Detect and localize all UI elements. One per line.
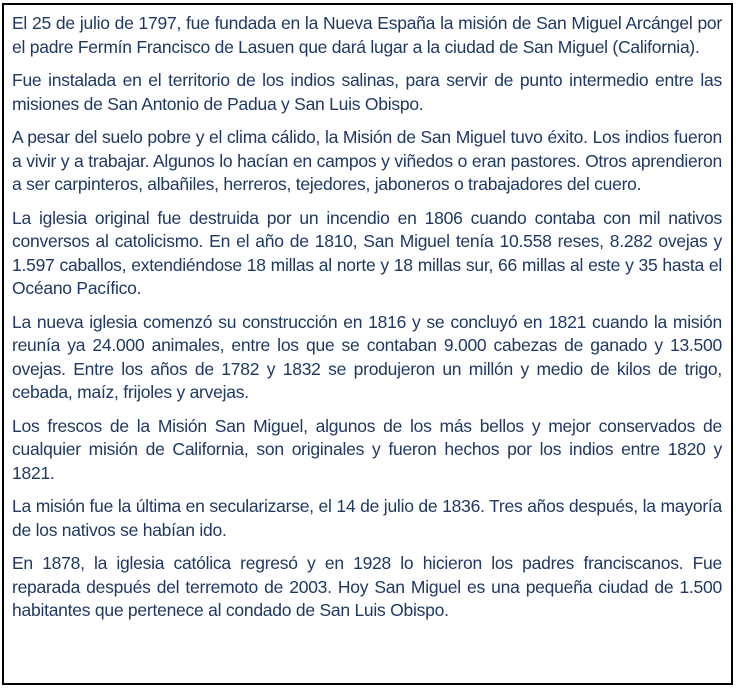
- paragraph-return: En 1878, la iglesia católica regresó y en 1928 lo hicieron los padres franciscanos. Fue reparada después del terremoto de 2003. Hoy San Miguel es una pequeña ciudad de 1.500 habitantes que pertenece al condado de San Luis Obispo.: [12, 553, 722, 620]
- paragraph-new-church: La nueva iglesia comenzó su construcción en 1816 y se concluyó en 1821 cuando la misión reunía ya 24.000 animales, entre los que se contaban 9.000 cabezas de ganado y 13.500 ovejas. Entre los años de 1782 y 1832 se produjeron un millón y medio de kilos de trigo, cebada, maíz, frijoles y arvejas.: [12, 311, 722, 402]
- document-text-box: [2, 3, 733, 685]
- paragraph-success: A pesar del suelo pobre y el clima cálido, la Misión de San Miguel tuvo éxito. Los indios fueron a vivir y a trabajar. Algunos lo hacían en campos y viñedos o eran pastores. Otros aprendieron a ser carpinteros, albañiles, herreros, tejedores, jaboneros o trabajadores del cuero.: [12, 127, 722, 194]
- paragraph-frescoes: Los frescos de la Misión San Miguel, algunos de los más bellos y mejor conservados de cualquier misión de California, son originales y fueron hechos por los indios entre 1820 y 1821.: [12, 415, 722, 483]
- paragraph-founding: El 25 de julio de 1797, fue fundada en la Nueva España la misión de San Miguel Arcángel por el padre Fermín Francisco de Lasuen que dará lugar a la ciudad de San Miguel (California).: [12, 13, 722, 57]
- paragraph-territory: Fue instalada en el territorio de los indios salinas, para servir de punto intermedio entre las misiones de San Antonio de Padua y San Luis Obispo.: [12, 70, 722, 114]
- paragraph-fire-1806: La iglesia original fue destruida por un incendio en 1806 cuando contaba con mil nativos conversos al catolicismo. En el año de 1810, San Miguel tenía 10.558 reses, 8.282 ovejas y 1.597 caballos, extendiéndose 18 millas al norte y 18 millas sur, 66 millas al este y 35 hasta el Océano Pacífico.: [12, 207, 722, 298]
- paragraph-secularization: La misión fue la última en secularizarse, el 14 de julio de 1836. Tres años después, la mayoría de los nativos se habían ido.: [12, 496, 722, 540]
